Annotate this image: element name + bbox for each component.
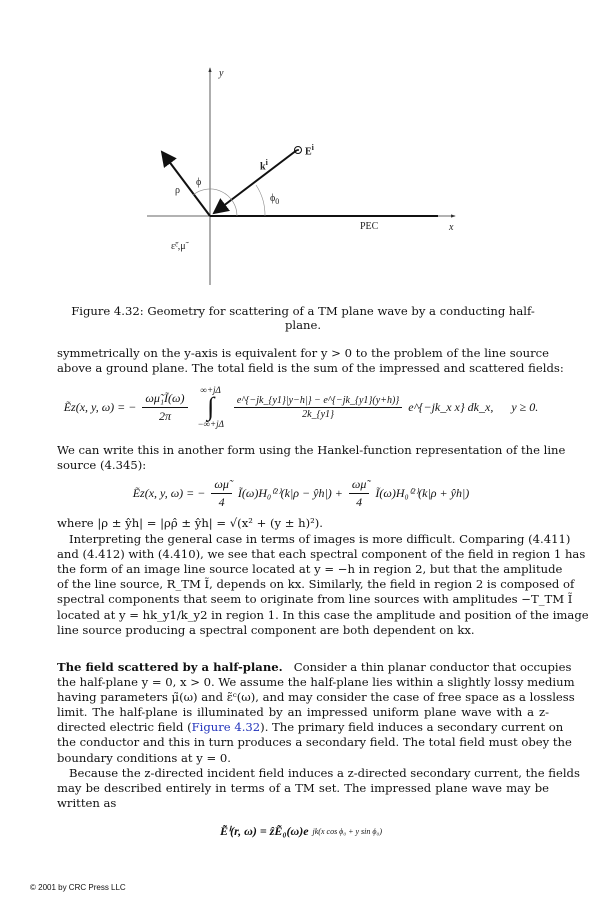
text-line: may be described entirely in terms of a TM set. The impressed plane wave may be	[57, 781, 549, 795]
phi0-arc	[256, 185, 265, 216]
text-line: boundary conditions at y = 0.	[57, 751, 231, 765]
section-first-line: The field scattered by a half-plane. Consider a thin planar conductor that occupies	[57, 660, 572, 674]
text-line: We can write this in another form using the Hankel-function representation of the line	[57, 443, 566, 457]
text-line: Interpreting the general case in terms of images is more difficult. Comparing (4.411)	[69, 532, 571, 546]
pec-label: PEC	[360, 221, 379, 232]
equation-1: Ẽz(x, y, ω) = − $\frac{\text{ωμ̃₁Ĩ(ω)}}{2\pi}$ ∞+jΔ ∫ −∞+jΔ $\frac{e\^{}\{-jk\_\{y1\}|y-h|\} - e\^{}\{-jk\_\{y1\}(y+h)\}}{2k\_\{y1\}}$ e^{−jk_x x} dk_x, y ≥ 0.	[63, 385, 539, 429]
section-heading: The field scattered by a half-plane.	[57, 660, 283, 674]
text-line: having parameters μ̃(ω) and ε̃ᶜ(ω), and may consider the case of free space as a lossless	[57, 690, 575, 704]
copyright-footer: © 2001 by CRC Press LLC	[30, 883, 126, 892]
text-line: above a ground plane. The total field is the sum of the impressed and scattered fields:	[57, 361, 564, 375]
medium-label: ε̃ᶜ,μ̃	[171, 241, 186, 252]
text-line: located at y = hk_y1/k_y2 in region 1. In this case the amplitude and position of the image	[57, 608, 589, 622]
geometry-figure	[0, 0, 602, 300]
y-axis-label: y	[219, 68, 224, 79]
text-line: the form of an image line source located at y = −h in region 2, but that the amplitude	[57, 562, 563, 576]
phi-label: ϕ	[196, 177, 202, 188]
text-line: Because the z-directed incident field induces a z-directed secondary current, the fields	[69, 766, 580, 780]
text-line: line source producing a spectral component are both dependent on kx.	[57, 623, 475, 637]
text-line: written as	[57, 796, 117, 810]
incident-wave-vector	[214, 150, 297, 213]
text-line: the conductor and this in turn produces a secondary field. The total field must obey the	[57, 735, 572, 749]
text-line: directed electric field (Figure 4.32). The primary field induces a secondary current on	[57, 720, 564, 734]
text-line: symmetrically on the y-axis is equivalent for y > 0 to the problem of the line source	[57, 346, 549, 360]
wave-vector-label: $k^i$	[260, 158, 268, 173]
text-line: spectral components that seem to originate from line sources with amplitudes −T_TM Ĩ	[57, 592, 573, 606]
text-line: source (4.345):	[57, 458, 147, 472]
figure-caption: Figure 4.32: Geometry for scattering of a TM plane wave by a conducting half-plane.	[71, 304, 535, 332]
x-axis-label: x	[449, 222, 454, 233]
text-line: and (4.412) with (4.410), we see that each spectral component of the field in region 1 has	[57, 547, 586, 561]
text-line: of the line source, R_TM Ĩ, depends on kx. Similarly, the field in region 2 is composed of	[57, 577, 575, 591]
equation-2: Ẽz(x, y, ω) = − $\frac{\omega\mũ}{4}$ Ĩ(ω)H₀⁽²⁾(k|ρ − ŷh|) + $\frac{\omega\mũ}{4}$ Ĩ(ω)H₀⁽²⁾(k|ρ + ŷh|)	[132, 476, 470, 509]
figure-link[interactable]: Figure 4.32	[191, 720, 261, 734]
text-line: limit. The half-plane is illuminated by an impressed uniform plane wave with a z-	[57, 705, 549, 719]
text-line: where |ρ ± ŷh| = |ρρ̂ ± ŷh| = √(x² + (y ± h)²).	[57, 516, 323, 530]
rho-vector	[162, 152, 210, 216]
equation-3: Ẽⁱ(r, ω) = ẑẼ₀(ω)e jk(x cos ϕ₀ + y sin ϕ₀)	[220, 823, 382, 838]
text-line: the half-plane y = 0, x > 0. We assume the half-plane lies within a slightly lossy medium	[57, 675, 575, 689]
incident-field-label: $E^i$	[305, 143, 314, 158]
phi0-label: $\phi_0$	[270, 193, 280, 206]
rho-label: ρ	[175, 185, 180, 196]
